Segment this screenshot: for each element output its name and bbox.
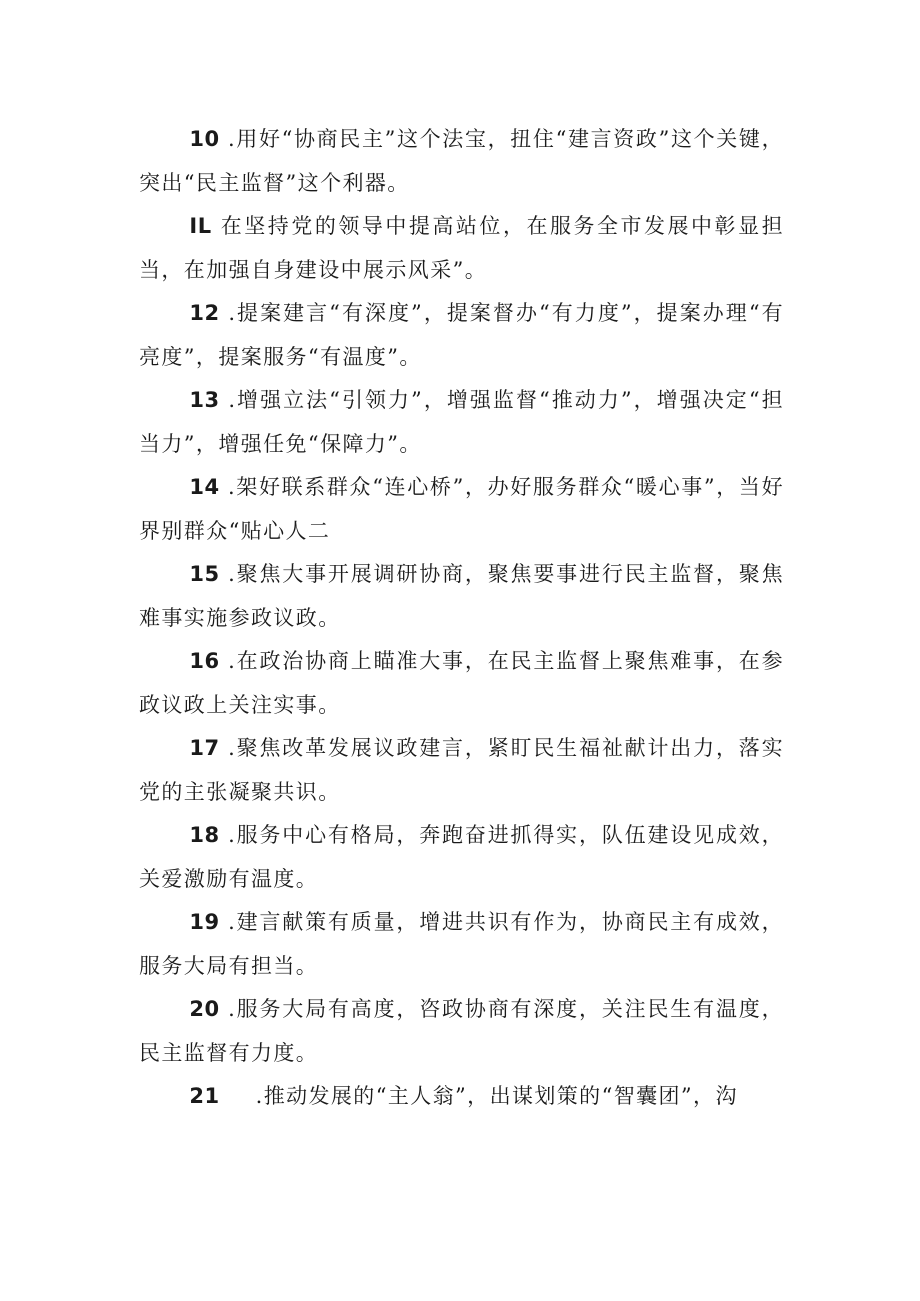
- list-item: [139, 814, 784, 901]
- document-body: [139, 118, 784, 1119]
- item-number: 19: [189, 910, 220, 934]
- list-item: [139, 727, 784, 814]
- list-item: [139, 988, 784, 1075]
- item-number: 21: [189, 1084, 220, 1108]
- list-item: [139, 379, 784, 466]
- list-item: [139, 640, 784, 727]
- item-number: 14: [189, 475, 220, 499]
- item-number: 15: [189, 562, 220, 586]
- list-item: [139, 466, 784, 553]
- list-item: [139, 205, 784, 292]
- item-number: 13: [189, 388, 220, 412]
- item-text: .增强立法“引领力”，增强监督“推动力”，增强决定“担当力”，增强任免“保障力”。: [139, 388, 784, 456]
- item-text: .建言献策有质量，增进共识有作为，协商民主有成效，服务大局有担当。: [139, 910, 784, 978]
- list-item: [139, 1075, 784, 1119]
- list-item: [139, 292, 784, 379]
- item-number: 18: [189, 823, 220, 847]
- item-text: .聚焦大事开展调研协商，聚焦要事进行民主监督，聚焦难事实施参政议政。: [139, 562, 784, 630]
- item-number: 17: [189, 736, 220, 760]
- item-text: .服务中心有格局，奔跑奋进抓得实，队伍建设见成效，关爱激励有温度。: [139, 823, 784, 891]
- item-number: 16: [189, 649, 220, 673]
- item-text: .架好联系群众“连心桥”，办好服务群众“暖心事”，当好界别群众“贴心人二: [139, 475, 784, 543]
- item-number: 10: [189, 127, 220, 151]
- item-text: .聚焦改革发展议政建言，紧盯民生福祉献计出力，落实党的主张凝聚共识。: [139, 736, 784, 804]
- item-number: IL: [189, 214, 212, 238]
- list-item: [139, 118, 784, 205]
- item-text: .用好“协商民主”这个法宝，扭住“建言资政”这个关键，突出“民主监督”这个利器。: [139, 127, 784, 195]
- item-text: .在政治协商上瞄准大事，在民主监督上聚焦难事，在参政议政上关注实事。: [139, 649, 784, 717]
- list-item: [139, 553, 784, 640]
- item-text: .推动发展的“主人翁”，出谋划策的“智囊团”，沟: [255, 1084, 738, 1108]
- item-number: 20: [189, 997, 220, 1021]
- item-text: 在坚持党的领导中提高站位，在服务全市发展中彰显担当，在加强自身建设中展示风采”。: [139, 214, 784, 282]
- item-text: .服务大局有高度，咨政协商有深度，关注民生有温度，民主监督有力度。: [139, 997, 784, 1065]
- item-text: .提案建言“有深度”，提案督办“有力度”，提案办理“有亮度”，提案服务“有温度”。: [139, 301, 784, 369]
- item-number: 12: [189, 301, 220, 325]
- list-item: [139, 901, 784, 988]
